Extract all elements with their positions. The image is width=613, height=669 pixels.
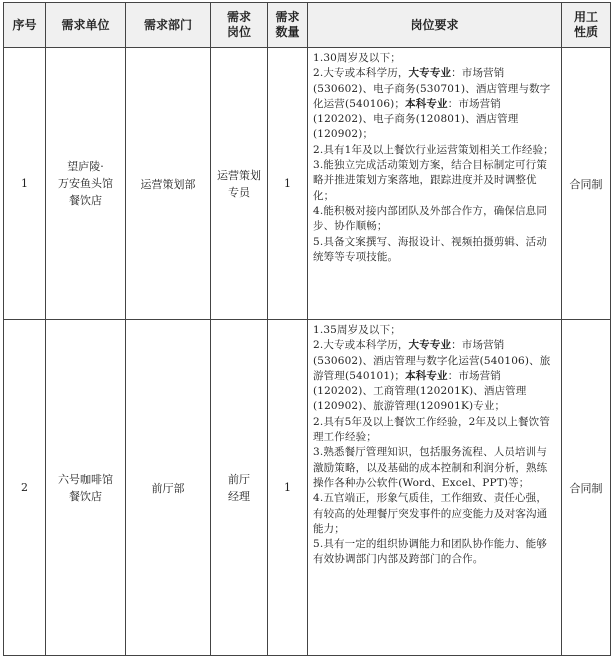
cell-post [211,320,268,656]
header-row [4,3,611,48]
req-item: 5.具有一定的组织协调能力和团队协作能力、能够有效协调部门内部及跨部门的合作。 [313,538,547,566]
cell-nature: 合同制 [562,320,611,656]
header-req: 岗位要求 [308,3,562,48]
header-nature: 用工性质 [562,3,611,48]
cell-unit [46,48,126,320]
table-row [4,320,611,656]
job-requirements-table [3,2,611,656]
header-unit: 需求单位 [46,3,126,48]
req-item: 1.30周岁及以下； [313,52,401,64]
header-count: 需求数量 [268,3,308,48]
cell-unit [46,320,126,656]
post-line: 运营策划 [217,168,261,182]
unit-line: 餐饮店 [69,194,102,207]
header-post: 需求岗位 [211,3,268,48]
cell-requirements [308,320,562,656]
cell-dept: 前厅部 [126,320,211,656]
req-item: 1.35周岁及以下； [313,324,401,336]
unit-line: 餐饮店 [69,489,102,503]
req-item: 2.具有1年及以上餐饮行业运营策划相关工作经验； [313,143,554,156]
post-line: 前厅 [228,472,250,486]
req-item: 4.能积极对接内部团队及外部合作方，确保信息同步、协作顺畅； [313,204,547,233]
unit-line: 六号咖啡馆 [58,472,113,486]
header-dept: 需求部门 [126,3,211,48]
table-row [4,48,611,320]
cell-count: 1 [268,320,308,656]
cell-post [211,48,268,320]
unit-line: 万安鱼头馆 [58,177,113,190]
req-item: 2.大专或本科学历，大专专业：市场营销(530602)、电子商务(530701)、酒店管理与数字化运营(540106)；本科专业：市场营销(120202)、电子商务(120801)、酒店管理(120902)； [313,67,551,141]
cell-requirements [308,48,562,320]
req-item: 2.大专或本科学历，大专专业：市场营销(530602)、酒店管理与数字化运营(540106)、旅游管理(540101)；本科专业：市场营销(120202)、工商管理(120201K)、酒店管理(120902)、旅游管理(120901K)专业； [313,339,551,413]
req-item: 3.能独立完成活动策划方案，结合目标制定可行策略并推进策划方案落地，跟踪进度并及时调整优化； [313,159,547,202]
req-item: 5.具备文案撰写、海报设计、视频拍摄剪辑、活动统筹等专项技能。 [313,235,547,263]
cell-seq: 2 [4,320,46,656]
cell-nature: 合同制 [562,48,611,320]
cell-seq: 1 [4,48,46,320]
req-item: 4.五官端正，形象气质佳，工作细致、责任心强，有较高的处理餐厅突发事件的应变能力及对客沟通能力； [313,492,548,535]
cell-count: 1 [268,48,308,320]
post-line: 经理 [228,489,250,503]
req-item: 2.具有5年及以上餐饮工作经验，2年及以上餐饮管理工作经验； [313,415,550,444]
cell-dept: 运营策划部 [126,48,211,320]
header-seq: 序号 [4,3,46,48]
req-item: 3.熟悉餐厅管理知识，包括服务流程、人员培训与激励策略，以及基础的成本控制和利润分析，熟练操作各种办公软件(Word、Excel、PPT)等； [313,446,548,489]
unit-line: 望庐陵· [67,160,104,173]
post-line: 专员 [228,185,250,199]
